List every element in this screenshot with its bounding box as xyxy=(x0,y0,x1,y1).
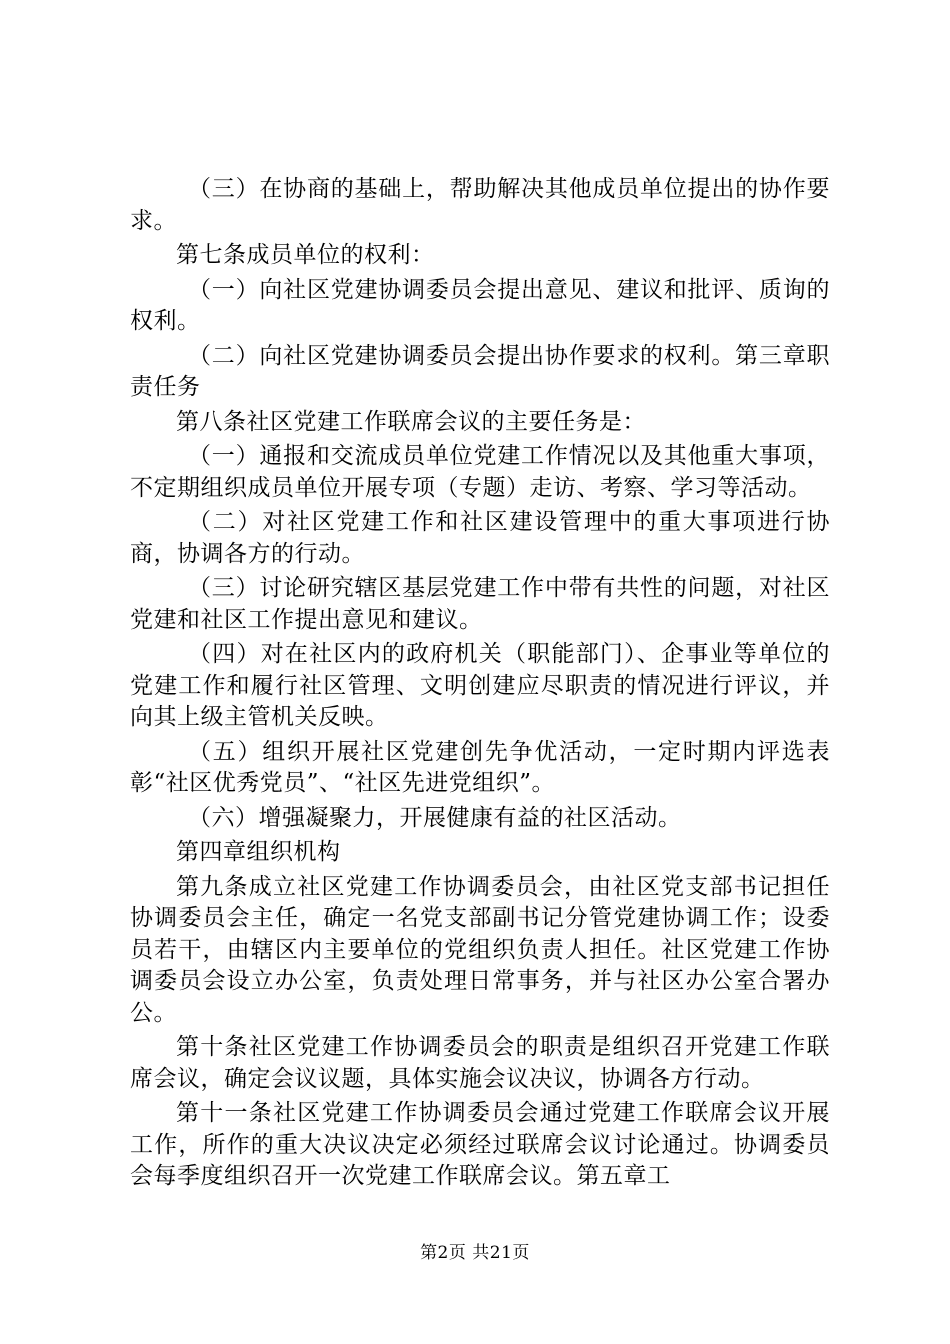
paragraph-article-9: 第九条成立社区党建工作协调委员会，由社区党支部书记担任协调委员会主任，确定一名党支部副书记分管党建协调工作；设委员若干，由辖区内主要单位的党组织负责人担任。社区党建工作协调委员会设立办公室，负责处理日常事务，并与社区办公室合署办公。 xyxy=(130,873,830,1026)
page-number-footer: 第2页 共21页 xyxy=(420,1243,530,1263)
paragraph-task-6: （六）增强凝聚力，开展健康有益的社区活动。 xyxy=(188,804,682,831)
paragraph-task-4: （四）对在社区内的政府机关（职能部门）、企事业等单位的党建工作和履行社区管理、文明创建应尽职责的情况进行评议，并向其上级主管机关反映。 xyxy=(130,641,830,730)
paragraph-task-1: （一）通报和交流成员单位党建工作情况以及其他重大事项，不定期组织成员单位开展专项（专题）走访、考察、学习等活动。 xyxy=(130,443,830,501)
paragraph-article-10: 第十条社区党建工作协调委员会的职责是组织召开党建工作联席会议，确定会议议题，具体实施会议决议，协调各方行动。 xyxy=(130,1034,830,1092)
paragraph-right-2: （二）向社区党建协调委员会提出协作要求的权利。第三章职责任务 xyxy=(130,342,830,400)
paragraph-task-2: （二）对社区党建工作和社区建设管理中的重大事项进行协商，协调各方的行动。 xyxy=(130,509,830,567)
paragraph-article-8: 第八条社区党建工作联席会议的主要任务是： xyxy=(176,408,646,435)
paragraph-article-7: 第七条成员单位的权利： xyxy=(176,242,435,268)
paragraph-article-11: 第十一条社区党建工作协调委员会通过党建工作联席会议开展工作，所作的重大决议决定必须经过联席会议讨论通过。协调委员会每季度组织召开一次党建工作联席会议。第五章工 xyxy=(130,1100,830,1189)
chapter-4-heading: 第四章组织机构 xyxy=(176,839,341,865)
paragraph-task-3: （三）讨论研究辖区基层党建工作中带有共性的问题，对社区党建和社区工作提出意见和建议。 xyxy=(130,575,830,633)
document-body xyxy=(130,174,830,1196)
paragraph-task-5: （五）组织开展社区党建创先争优活动，一定时期内评选表彰“社区优秀党员”、“社区先进党组织”。 xyxy=(130,738,830,796)
paragraph-item-3-cooperation: （三）在协商的基础上，帮助解决其他成员单位提出的协作要求。 xyxy=(130,176,830,234)
paragraph-right-1: （一）向社区党建协调委员会提出意见、建议和批评、质询的权利。 xyxy=(130,276,830,334)
